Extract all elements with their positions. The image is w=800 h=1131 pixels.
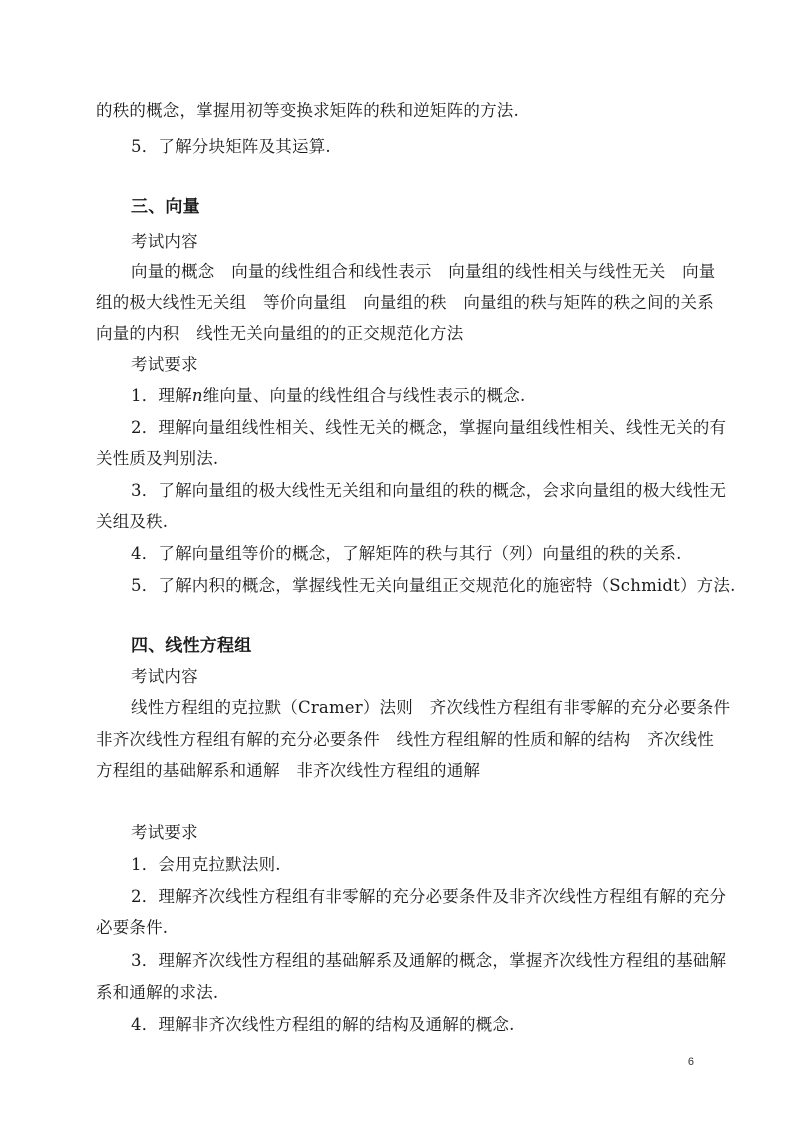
paragraph-line: 的秩的概念，掌握用初等变换求矩阵的秩和逆矩阵的方法. xyxy=(96,101,519,120)
list-item xyxy=(131,386,525,406)
requirements-label: 考试要求 xyxy=(131,823,198,842)
content-label: 考试内容 xyxy=(131,232,198,251)
section-heading: 四、线性方程组 xyxy=(131,636,252,656)
list-item-continuation: 关性质及判别法. xyxy=(96,449,219,468)
content-line: 向量的内积 线性无关向量组的的正交规范化方法 xyxy=(96,324,464,343)
list-item-continuation: 系和通解的求法. xyxy=(96,983,219,1002)
content-line: 向量的概念 向量的线性组合和线性表示 向量组的线性相关与线性无关 向量 xyxy=(131,262,716,281)
list-item-text: 1．理解 xyxy=(131,386,192,405)
section-heading: 三、向量 xyxy=(131,197,200,217)
list-item: 4．了解向量组等价的概念，了解矩阵的秩与其行（列）向量组的秩的关系. xyxy=(131,544,682,563)
list-item: 5．了解内积的概念，掌握线性无关向量组正交规范化的施密特（Schmidt）方法. xyxy=(131,576,736,595)
content-line: 方程组的基础解系和通解 非齐次线性方程组的通解 xyxy=(96,761,481,780)
list-item: 2．理解向量组线性相关、线性无关的概念，掌握向量组线性相关、线性无关的有 xyxy=(131,418,727,437)
content-line: 组的极大线性无关组 等价向量组 向量组的秩 向量组的秩与矩阵的秩之间的关系 xyxy=(96,293,714,312)
list-item: 4．理解非齐次线性方程组的解的结构及通解的概念. xyxy=(131,1015,515,1034)
list-item-continuation: 必要条件. xyxy=(96,918,169,937)
content-line: 线性方程组的克拉默（Cramer）法则 齐次线性方程组有非零解的充分必要条件 xyxy=(131,698,731,717)
list-item: 1．会用克拉默法则. xyxy=(131,855,281,874)
page-number: 6 xyxy=(687,1056,694,1068)
list-item-text: 维向量、向量的线性组合与线性表示的概念. xyxy=(202,386,526,405)
content-label: 考试内容 xyxy=(131,667,198,686)
content-line: 非齐次线性方程组有解的充分必要条件 线性方程组解的性质和解的结构 齐次线性 xyxy=(96,730,714,749)
list-item: 5．了解分块矩阵及其运算. xyxy=(131,137,331,156)
list-item: 3．理解齐次线性方程组的基础解系及通解的概念，掌握齐次线性方程组的基础解 xyxy=(131,951,727,970)
list-item: 2．理解齐次线性方程组有非零解的充分必要条件及非齐次线性方程组有解的充分 xyxy=(131,887,727,906)
list-item: 3．了解向量组的极大线性无关组和向量组的秩的概念，会求向量组的极大线性无 xyxy=(131,481,727,500)
list-item-continuation: 关组及秩. xyxy=(96,512,169,531)
math-variable: n xyxy=(191,386,203,405)
requirements-label: 考试要求 xyxy=(131,355,198,374)
